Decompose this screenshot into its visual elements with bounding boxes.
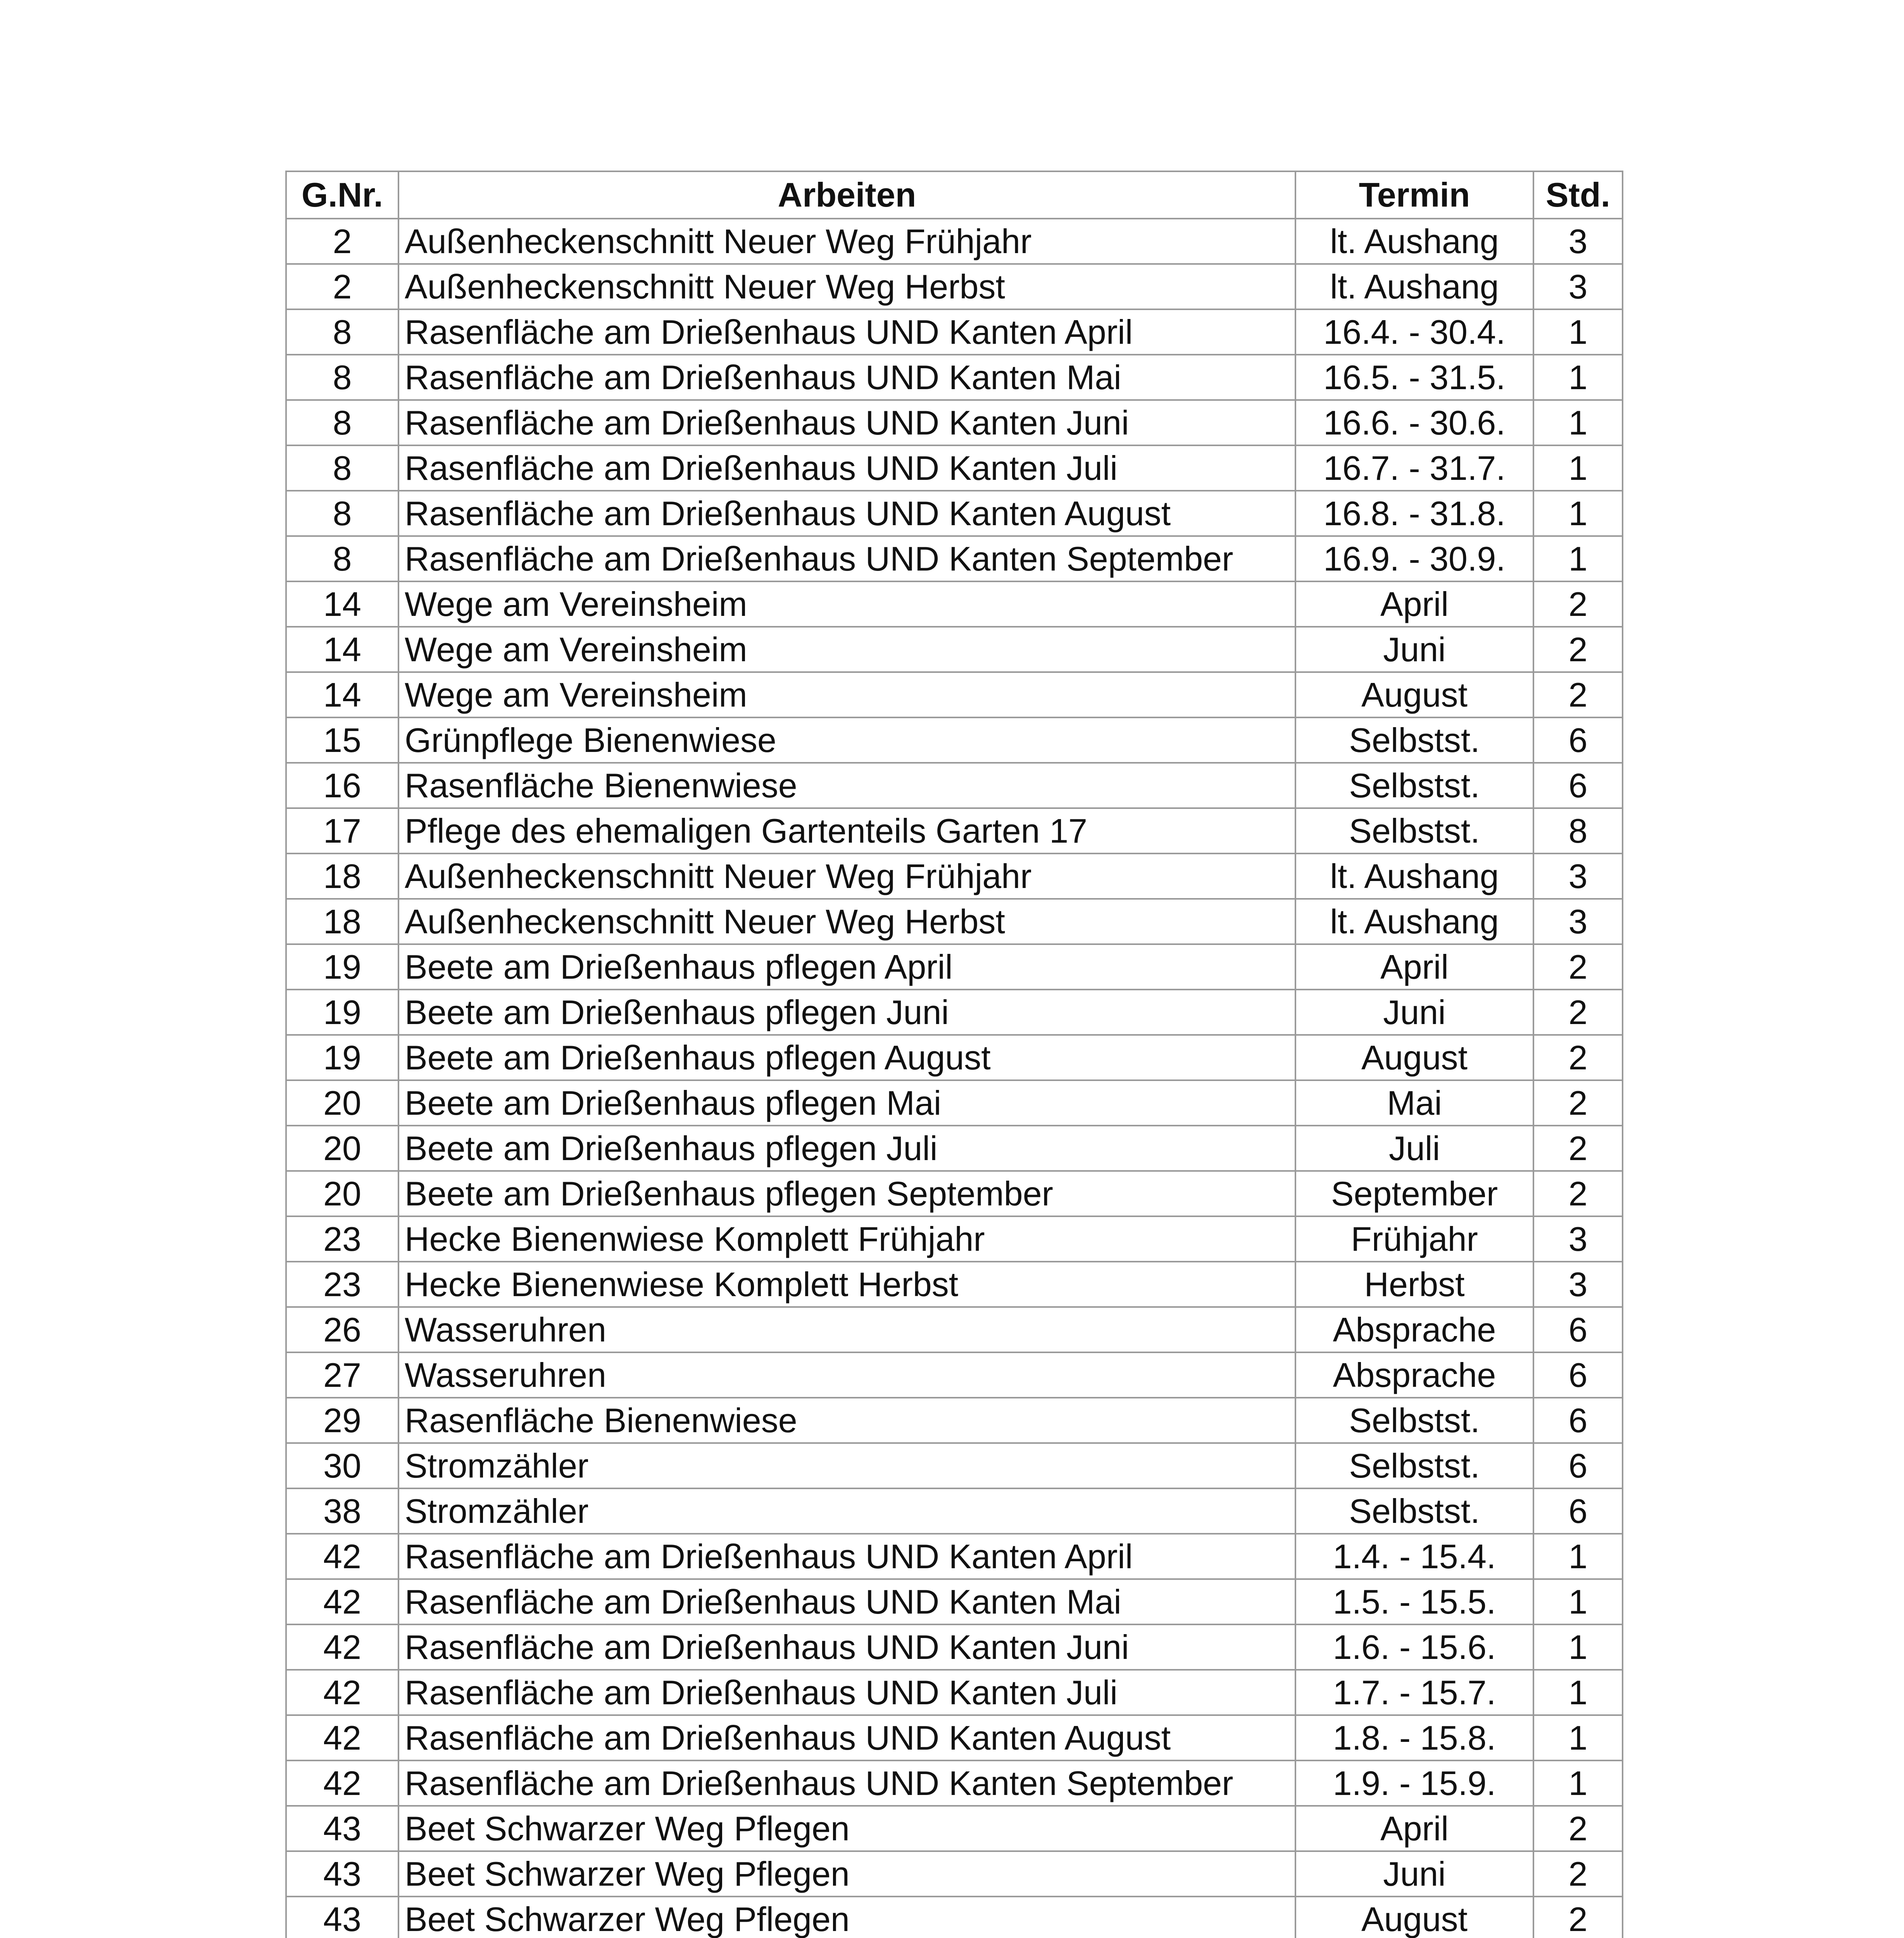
- task-cell: Rasenfläche am Drießenhaus UND Kanten April: [398, 1534, 1295, 1579]
- garden-number-cell: 2: [286, 219, 398, 264]
- garden-number-cell: 8: [286, 445, 398, 491]
- hours-cell: 2: [1533, 990, 1623, 1035]
- garden-number-cell: 30: [286, 1443, 398, 1488]
- task-cell: Außenheckenschnitt Neuer Weg Herbst: [398, 899, 1295, 944]
- date-cell: August: [1295, 1035, 1533, 1080]
- date-cell: 16.4. - 30.4.: [1295, 309, 1533, 355]
- hours-cell: 1: [1533, 1760, 1623, 1806]
- garden-number-cell: 8: [286, 491, 398, 536]
- table-body: [286, 219, 1623, 1938]
- hours-cell: 3: [1533, 853, 1623, 899]
- date-cell: 16.7. - 31.7.: [1295, 445, 1533, 491]
- hours-cell: 6: [1533, 1443, 1623, 1488]
- hours-cell: 3: [1533, 1216, 1623, 1262]
- garden-number-cell: 2: [286, 264, 398, 309]
- hours-cell: 2: [1533, 1897, 1623, 1938]
- date-cell: 1.5. - 15.5.: [1295, 1579, 1533, 1624]
- date-cell: Juni: [1295, 1851, 1533, 1897]
- task-cell: Rasenfläche Bienenwiese: [398, 763, 1295, 808]
- garden-number-cell: 43: [286, 1806, 398, 1851]
- table-row: [286, 672, 1623, 717]
- task-cell: Wege am Vereinsheim: [398, 627, 1295, 672]
- hours-cell: 2: [1533, 1126, 1623, 1171]
- garden-number-cell: 26: [286, 1307, 398, 1352]
- task-cell: Pflege des ehemaligen Gartenteils Garten 17: [398, 808, 1295, 853]
- hours-cell: 6: [1533, 717, 1623, 763]
- task-cell: Beete am Drießenhaus pflegen August: [398, 1035, 1295, 1080]
- table-row: [286, 1443, 1623, 1488]
- garden-number-cell: 23: [286, 1216, 398, 1262]
- garden-number-cell: 8: [286, 309, 398, 355]
- hours-cell: 1: [1533, 445, 1623, 491]
- table-row: [286, 581, 1623, 627]
- date-cell: September: [1295, 1171, 1533, 1216]
- task-cell: Rasenfläche am Drießenhaus UND Kanten Juli: [398, 445, 1295, 491]
- hours-cell: 2: [1533, 1806, 1623, 1851]
- date-cell: 1.4. - 15.4.: [1295, 1534, 1533, 1579]
- table-row: [286, 1715, 1623, 1760]
- task-cell: Beet Schwarzer Weg Pflegen: [398, 1897, 1295, 1938]
- date-cell: August: [1295, 1897, 1533, 1938]
- garden-number-cell: 27: [286, 1352, 398, 1398]
- table-row: [286, 1806, 1623, 1851]
- hours-cell: 3: [1533, 264, 1623, 309]
- task-cell: Rasenfläche am Drießenhaus UND Kanten Mai: [398, 1579, 1295, 1624]
- table-row: [286, 1398, 1623, 1443]
- garden-number-cell: 20: [286, 1126, 398, 1171]
- hours-cell: 2: [1533, 1035, 1623, 1080]
- hours-cell: 6: [1533, 1307, 1623, 1352]
- task-cell: Rasenfläche am Drießenhaus UND Kanten Juni: [398, 1624, 1295, 1670]
- hours-cell: 2: [1533, 1080, 1623, 1126]
- table-row: [286, 536, 1623, 581]
- task-cell: Rasenfläche am Drießenhaus UND Kanten Mai: [398, 355, 1295, 400]
- task-cell: Hecke Bienenwiese Komplett Herbst: [398, 1262, 1295, 1307]
- hours-cell: 3: [1533, 1262, 1623, 1307]
- task-cell: Beete am Drießenhaus pflegen April: [398, 944, 1295, 990]
- date-cell: Selbstst.: [1295, 763, 1533, 808]
- work-assignment-table: [285, 171, 1623, 1938]
- task-cell: Rasenfläche Bienenwiese: [398, 1398, 1295, 1443]
- garden-number-cell: 42: [286, 1670, 398, 1715]
- table-row: [286, 400, 1623, 445]
- table-row: [286, 1126, 1623, 1171]
- task-cell: Stromzähler: [398, 1443, 1295, 1488]
- date-cell: Juni: [1295, 627, 1533, 672]
- date-cell: lt. Aushang: [1295, 853, 1533, 899]
- table-row: [286, 853, 1623, 899]
- table-row: [286, 717, 1623, 763]
- date-cell: April: [1295, 944, 1533, 990]
- garden-number-cell: 19: [286, 1035, 398, 1080]
- date-cell: April: [1295, 581, 1533, 627]
- date-cell: lt. Aushang: [1295, 899, 1533, 944]
- task-cell: Außenheckenschnitt Neuer Weg Frühjahr: [398, 853, 1295, 899]
- table-row: [286, 1534, 1623, 1579]
- date-cell: Selbstst.: [1295, 1443, 1533, 1488]
- hours-cell: 1: [1533, 1624, 1623, 1670]
- task-cell: Beete am Drießenhaus pflegen Juni: [398, 990, 1295, 1035]
- date-cell: lt. Aushang: [1295, 264, 1533, 309]
- garden-number-cell: 15: [286, 717, 398, 763]
- table-row: [286, 763, 1623, 808]
- date-cell: 16.5. - 31.5.: [1295, 355, 1533, 400]
- task-cell: Grünpflege Bienenwiese: [398, 717, 1295, 763]
- task-cell: Rasenfläche am Drießenhaus UND Kanten September: [398, 536, 1295, 581]
- table-row: [286, 1262, 1623, 1307]
- garden-number-cell: 18: [286, 899, 398, 944]
- date-cell: 16.8. - 31.8.: [1295, 491, 1533, 536]
- table-row: [286, 990, 1623, 1035]
- hours-cell: 6: [1533, 763, 1623, 808]
- task-cell: Wege am Vereinsheim: [398, 672, 1295, 717]
- hours-cell: 1: [1533, 1715, 1623, 1760]
- hours-cell: 3: [1533, 219, 1623, 264]
- date-cell: Mai: [1295, 1080, 1533, 1126]
- date-cell: Frühjahr: [1295, 1216, 1533, 1262]
- table-row: [286, 355, 1623, 400]
- task-cell: Rasenfläche am Drießenhaus UND Kanten August: [398, 1715, 1295, 1760]
- date-cell: Selbstst.: [1295, 808, 1533, 853]
- date-cell: lt. Aushang: [1295, 219, 1533, 264]
- table-row: [286, 1579, 1623, 1624]
- hours-cell: 6: [1533, 1488, 1623, 1534]
- task-cell: Rasenfläche am Drießenhaus UND Kanten Juli: [398, 1670, 1295, 1715]
- date-cell: 16.6. - 30.6.: [1295, 400, 1533, 445]
- header-date: Termin: [1295, 171, 1533, 219]
- table-row: [286, 1488, 1623, 1534]
- date-cell: 1.6. - 15.6.: [1295, 1624, 1533, 1670]
- date-cell: Absprache: [1295, 1307, 1533, 1352]
- task-cell: Beet Schwarzer Weg Pflegen: [398, 1851, 1295, 1897]
- task-cell: Rasenfläche am Drießenhaus UND Kanten August: [398, 491, 1295, 536]
- garden-number-cell: 42: [286, 1715, 398, 1760]
- table-row: [286, 1897, 1623, 1938]
- garden-number-cell: 42: [286, 1534, 398, 1579]
- hours-cell: 1: [1533, 1579, 1623, 1624]
- table-row: [286, 1624, 1623, 1670]
- date-cell: Selbstst.: [1295, 1488, 1533, 1534]
- task-cell: Rasenfläche am Drießenhaus UND Kanten April: [398, 309, 1295, 355]
- table-row: [286, 1035, 1623, 1080]
- header-hours: Std.: [1533, 171, 1623, 219]
- task-cell: Beet Schwarzer Weg Pflegen: [398, 1806, 1295, 1851]
- task-cell: Hecke Bienenwiese Komplett Frühjahr: [398, 1216, 1295, 1262]
- garden-number-cell: 19: [286, 990, 398, 1035]
- date-cell: 1.9. - 15.9.: [1295, 1760, 1533, 1806]
- garden-number-cell: 43: [286, 1851, 398, 1897]
- garden-number-cell: 18: [286, 853, 398, 899]
- garden-number-cell: 14: [286, 672, 398, 717]
- hours-cell: 1: [1533, 1534, 1623, 1579]
- task-cell: Wasseruhren: [398, 1352, 1295, 1398]
- date-cell: 1.8. - 15.8.: [1295, 1715, 1533, 1760]
- table-row: [286, 491, 1623, 536]
- hours-cell: 2: [1533, 944, 1623, 990]
- table-row: [286, 309, 1623, 355]
- task-cell: Rasenfläche am Drießenhaus UND Kanten Juni: [398, 400, 1295, 445]
- date-cell: 16.9. - 30.9.: [1295, 536, 1533, 581]
- garden-number-cell: 23: [286, 1262, 398, 1307]
- task-cell: Wege am Vereinsheim: [398, 581, 1295, 627]
- task-cell: Stromzähler: [398, 1488, 1295, 1534]
- garden-number-cell: 16: [286, 763, 398, 808]
- hours-cell: 1: [1533, 491, 1623, 536]
- garden-number-cell: 14: [286, 627, 398, 672]
- garden-number-cell: 42: [286, 1760, 398, 1806]
- hours-cell: 2: [1533, 627, 1623, 672]
- table-row: [286, 445, 1623, 491]
- garden-number-cell: 17: [286, 808, 398, 853]
- table-row: [286, 1307, 1623, 1352]
- garden-number-cell: 14: [286, 581, 398, 627]
- garden-number-cell: 42: [286, 1579, 398, 1624]
- garden-number-cell: 29: [286, 1398, 398, 1443]
- garden-number-cell: 20: [286, 1080, 398, 1126]
- garden-number-cell: 8: [286, 536, 398, 581]
- table-row: [286, 899, 1623, 944]
- garden-number-cell: 19: [286, 944, 398, 990]
- table-row: [286, 1851, 1623, 1897]
- garden-number-cell: 38: [286, 1488, 398, 1534]
- task-cell: Beete am Drießenhaus pflegen Mai: [398, 1080, 1295, 1126]
- table-row: [286, 944, 1623, 990]
- table-row: [286, 1670, 1623, 1715]
- task-cell: Rasenfläche am Drießenhaus UND Kanten September: [398, 1760, 1295, 1806]
- garden-number-cell: 8: [286, 355, 398, 400]
- header-tasks: Arbeiten: [398, 171, 1295, 219]
- date-cell: 1.7. - 15.7.: [1295, 1670, 1533, 1715]
- date-cell: Absprache: [1295, 1352, 1533, 1398]
- table-row: [286, 264, 1623, 309]
- table-row: [286, 1080, 1623, 1126]
- task-cell: Beete am Drießenhaus pflegen September: [398, 1171, 1295, 1216]
- garden-number-cell: 20: [286, 1171, 398, 1216]
- table-row: [286, 1352, 1623, 1398]
- hours-cell: 3: [1533, 899, 1623, 944]
- date-cell: Selbstst.: [1295, 717, 1533, 763]
- hours-cell: 2: [1533, 1851, 1623, 1897]
- hours-cell: 2: [1533, 1171, 1623, 1216]
- hours-cell: 2: [1533, 672, 1623, 717]
- hours-cell: 1: [1533, 536, 1623, 581]
- task-cell: Außenheckenschnitt Neuer Weg Frühjahr: [398, 219, 1295, 264]
- hours-cell: 2: [1533, 581, 1623, 627]
- header-garden-number: G.Nr.: [286, 171, 398, 219]
- garden-number-cell: 43: [286, 1897, 398, 1938]
- date-cell: Selbstst.: [1295, 1398, 1533, 1443]
- garden-number-cell: 8: [286, 400, 398, 445]
- table-row: [286, 1216, 1623, 1262]
- task-cell: Beete am Drießenhaus pflegen Juli: [398, 1126, 1295, 1171]
- table-row: [286, 1760, 1623, 1806]
- table-row: [286, 808, 1623, 853]
- date-cell: April: [1295, 1806, 1533, 1851]
- date-cell: Herbst: [1295, 1262, 1533, 1307]
- hours-cell: 1: [1533, 309, 1623, 355]
- garden-number-cell: 42: [286, 1624, 398, 1670]
- hours-cell: 1: [1533, 400, 1623, 445]
- date-cell: Juni: [1295, 990, 1533, 1035]
- hours-cell: 1: [1533, 1670, 1623, 1715]
- table-row: [286, 1171, 1623, 1216]
- hours-cell: 1: [1533, 355, 1623, 400]
- table-row: [286, 219, 1623, 264]
- table-header: [286, 171, 1623, 219]
- hours-cell: 8: [1533, 808, 1623, 853]
- table-row: [286, 627, 1623, 672]
- task-cell: Außenheckenschnitt Neuer Weg Herbst: [398, 264, 1295, 309]
- hours-cell: 6: [1533, 1352, 1623, 1398]
- header-row: [286, 171, 1623, 219]
- date-cell: Juli: [1295, 1126, 1533, 1171]
- hours-cell: 6: [1533, 1398, 1623, 1443]
- task-cell: Wasseruhren: [398, 1307, 1295, 1352]
- date-cell: August: [1295, 672, 1533, 717]
